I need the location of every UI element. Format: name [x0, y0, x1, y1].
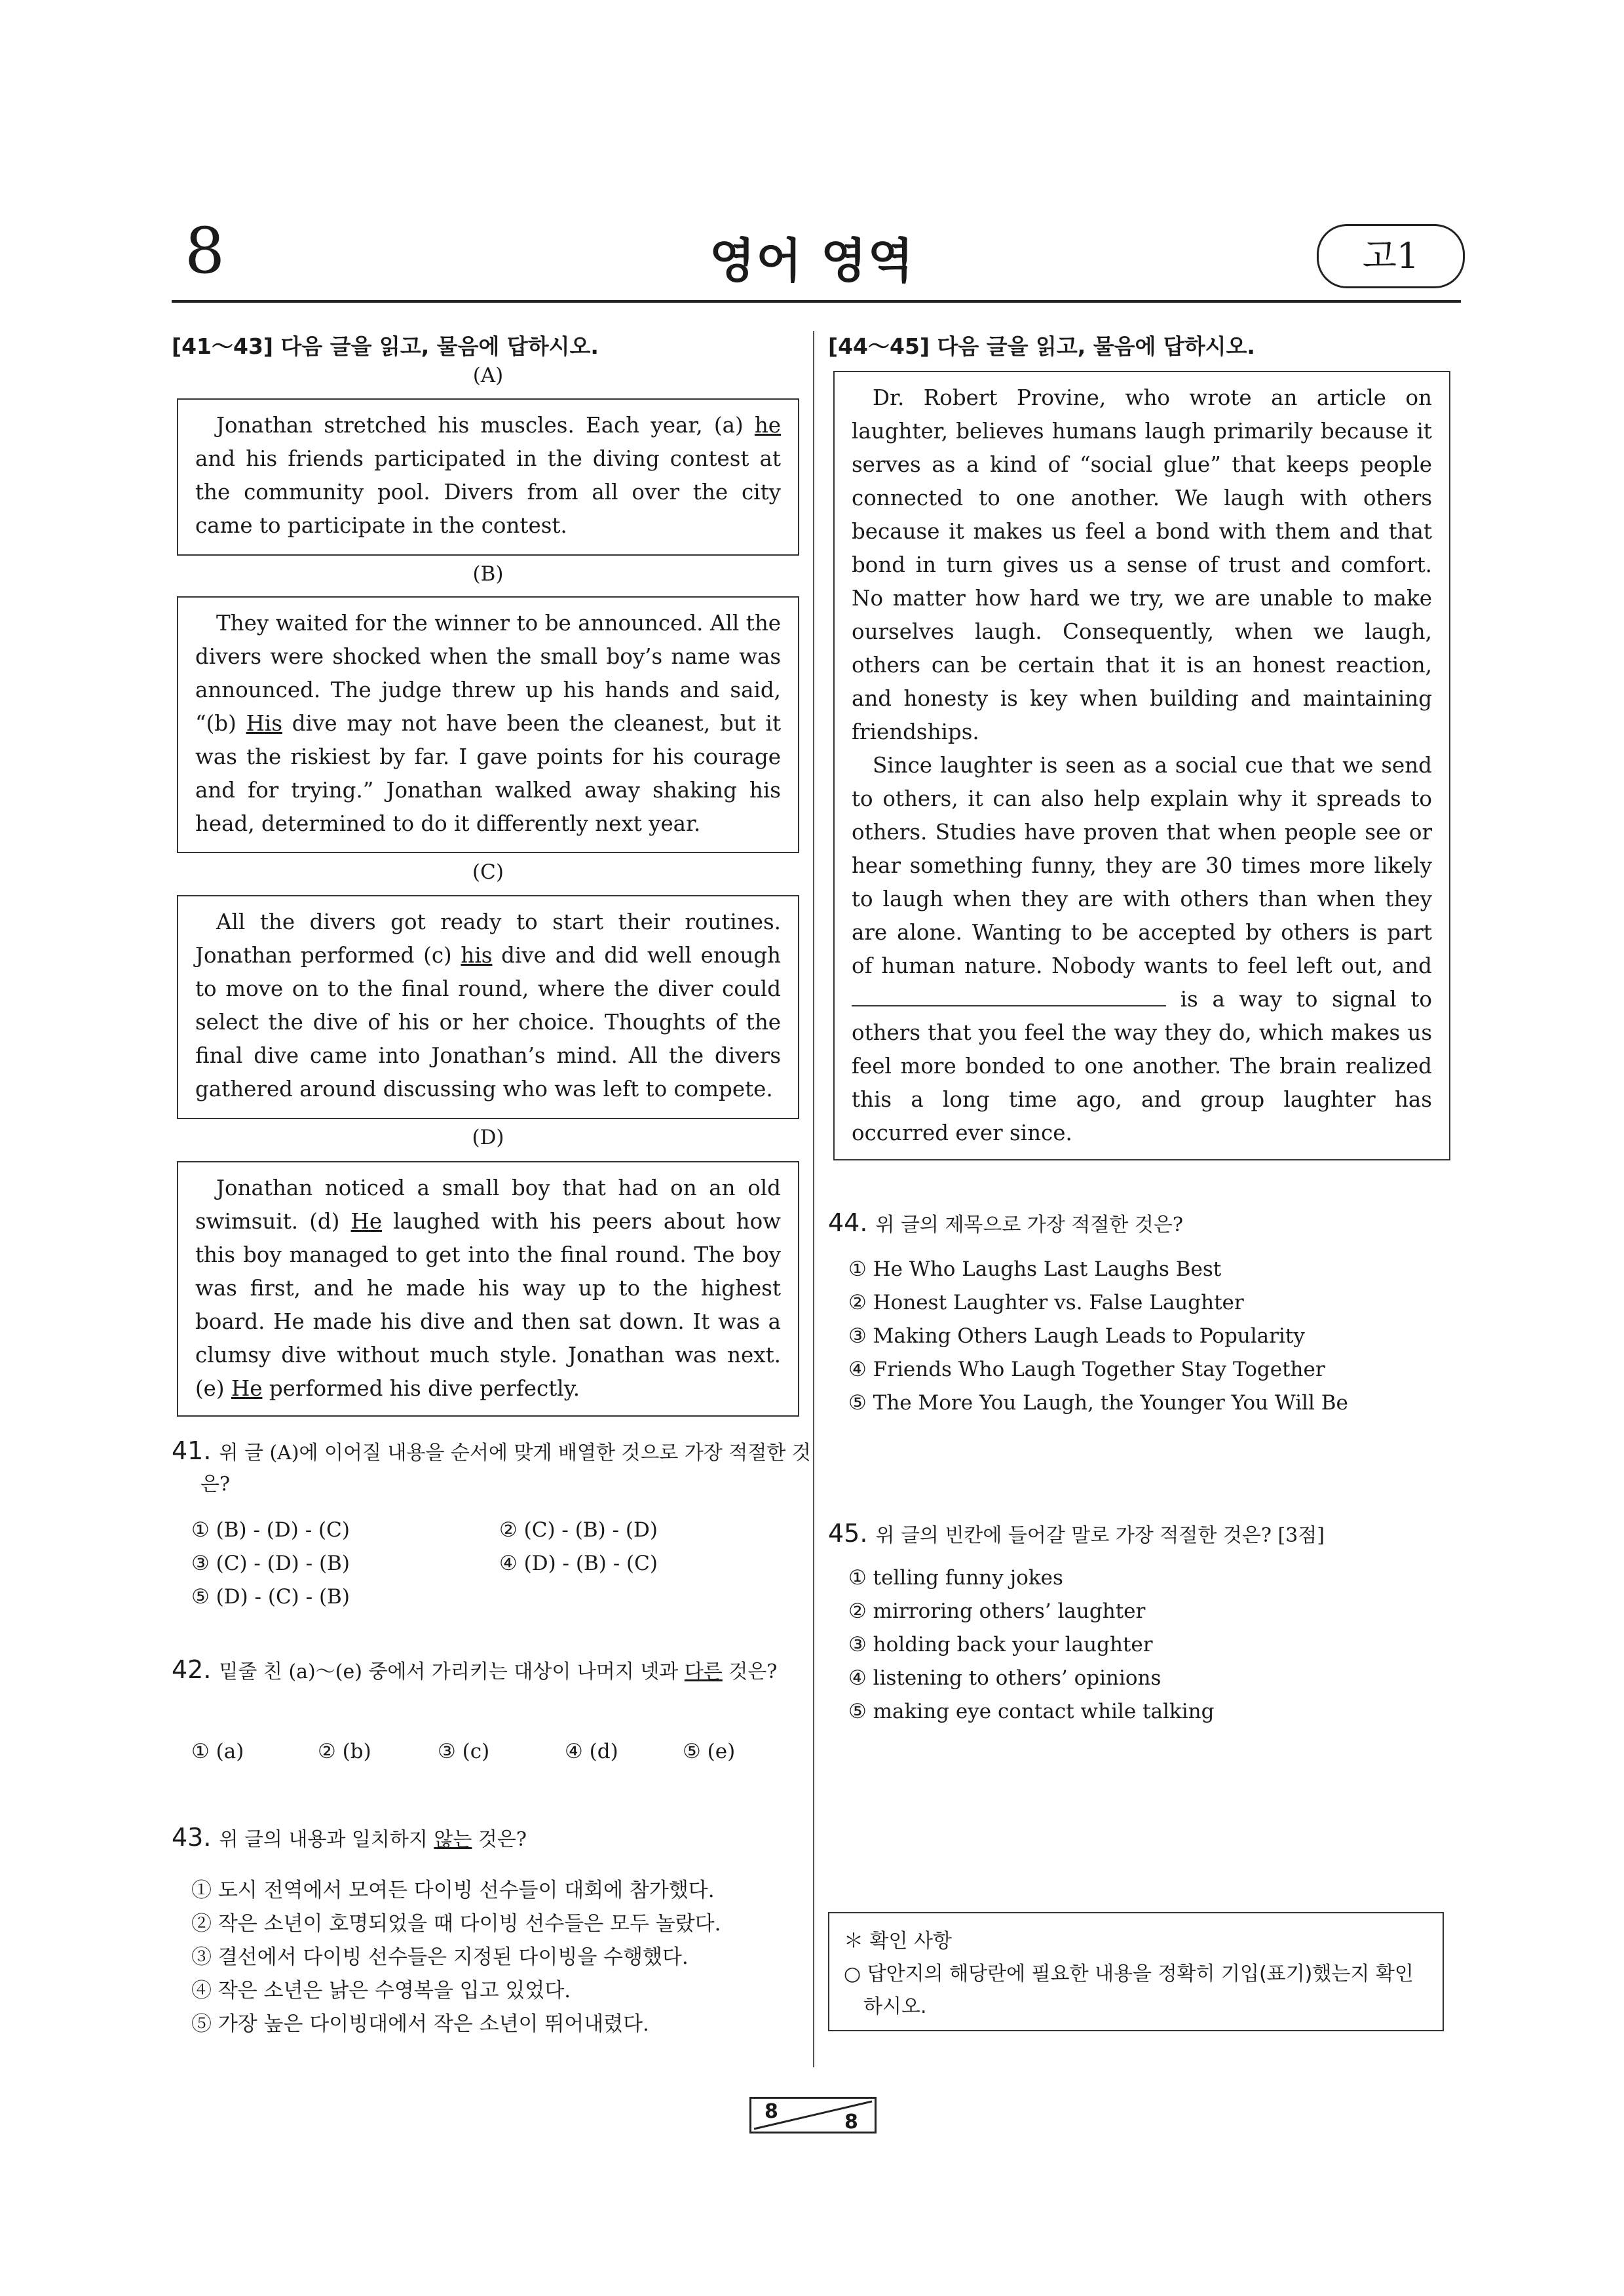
q41-option-2[interactable]: ② (C) - (B) - (D) — [499, 1518, 658, 1542]
passage-d: Jonathan noticed a small boy that had on an old swimsuit. (d) He laughed with his peers about how this boy managed to get into the final round. The boy was first, and he made his way up to the highest board. He made his dive and then sat down. It was a clumsy dive without much style. Jonathan was next. (e) He performed his dive perfectly. — [177, 1161, 799, 1417]
answer-blank — [852, 985, 1166, 1006]
footer-total-pages: 8 — [844, 2111, 858, 2133]
q41-option-3[interactable]: ③ (C) - (D) - (B) — [191, 1552, 350, 1575]
footer-current-page: 8 — [765, 2100, 778, 2123]
check-title: ＊ 확인 사항 — [844, 1930, 952, 1953]
label-c: (C) — [472, 860, 504, 884]
passage-c: All the divers got ready to start their routines. Jonathan performed (c) his dive and did well enough to move on to the final round, where the diver could select the dive of his or her choice. Thoughts of the final dive came into Jonathan’s mind. All the divers gathered around discussing who was left to compete. — [177, 895, 799, 1119]
q45-option-4[interactable]: ④ listening to others’ opinions — [848, 1666, 1161, 1690]
q42-option-5[interactable]: ⑤ (e) — [683, 1740, 736, 1763]
instruction-44-45: [44～45] 다음 글을 읽고, 물음에 답하시오. — [828, 334, 1255, 359]
pronoun-a: he — [754, 413, 781, 438]
q44-option-5[interactable]: ⑤ The More You Laugh, the Younger You Will Be — [848, 1391, 1348, 1415]
passage-a: Jonathan stretched his muscles. Each year, (a) he and his friends participated in the diving contest at the community pool. Divers from all over the city came to participate in the contest. — [177, 398, 799, 556]
q43-option-1[interactable]: ① 도시 전역에서 모여든 다이빙 선수들이 대회에 참가했다. — [191, 1879, 715, 1902]
pronoun-b: His — [246, 711, 282, 736]
grade-badge: 고1 — [1317, 224, 1465, 288]
q43-option-5[interactable]: ⑤ 가장 높은 다이빙대에서 작은 소년이 뛰어내렸다. — [191, 2012, 649, 2036]
pronoun-d: He — [350, 1209, 383, 1234]
q45-option-5[interactable]: ⑤ making eye contact while talking — [848, 1700, 1215, 1723]
column-divider — [813, 331, 814, 2067]
q45-option-1[interactable]: ① telling funny jokes — [848, 1566, 1063, 1590]
q44-option-4[interactable]: ④ Friends Who Laugh Together Stay Together — [848, 1358, 1325, 1381]
q44-option-3[interactable]: ③ Making Others Laugh Leads to Popularity — [848, 1324, 1305, 1348]
pronoun-e: He — [231, 1376, 263, 1401]
question-41: 41. 위 글 (A)에 이어질 내용을 순서에 맞게 배열한 것으로 가장 적절한 것은? — [172, 1436, 811, 1496]
q41-option-1[interactable]: ① (B) - (D) - (C) — [191, 1518, 350, 1542]
check-notice — [828, 1912, 1444, 2031]
q41-option-5[interactable]: ⑤ (D) - (C) - (B) — [191, 1585, 350, 1609]
label-b: (B) — [472, 562, 504, 586]
label-d: (D) — [472, 1126, 504, 1149]
check-text: ○ 답안지의 해당란에 필요한 내용을 정확히 기입(표기)했는지 확인하시오. — [844, 1962, 1414, 2018]
question-44: 44. 위 글의 제목으로 가장 적절한 것은? — [828, 1208, 1183, 1237]
instruction-41-43: [41～43] 다음 글을 읽고, 물음에 답하시오. — [172, 334, 599, 359]
q41-option-4[interactable]: ④ (D) - (B) - (C) — [499, 1552, 658, 1575]
page-number: 8 — [185, 214, 225, 288]
q42-option-2[interactable]: ② (b) — [318, 1740, 371, 1763]
q43-option-2[interactable]: ② 작은 소년이 호명되었을 때 다이빙 선수들은 모두 놀랐다. — [191, 1912, 721, 1936]
pronoun-c: his — [461, 943, 493, 968]
question-45: 45. 위 글의 빈칸에 들어갈 말로 가장 적절한 것은? [3점] — [828, 1519, 1325, 1548]
question-42: 42. 밑줄 친 (a)～(e) 중에서 가리키는 대상이 나머지 넷과 다른 것은? — [172, 1655, 778, 1684]
page-footer — [749, 2097, 877, 2133]
q42-option-4[interactable]: ④ (d) — [565, 1740, 618, 1763]
q42-option-3[interactable]: ③ (c) — [438, 1740, 490, 1763]
q44-option-1[interactable]: ① He Who Laughs Last Laughs Best — [848, 1257, 1222, 1281]
q44-option-2[interactable]: ② Honest Laughter vs. False Laughter — [848, 1291, 1244, 1314]
header-rule — [172, 300, 1461, 303]
question-43: 43. 위 글의 내용과 일치하지 않는 것은? — [172, 1823, 527, 1852]
q43-option-4[interactable]: ④ 작은 소년은 낡은 수영복을 입고 있었다. — [191, 1979, 571, 2002]
label-a: (A) — [472, 364, 504, 387]
q45-option-2[interactable]: ② mirroring others’ laughter — [848, 1599, 1146, 1623]
q43-option-3[interactable]: ③ 결선에서 다이빙 선수들은 지정된 다이빙을 수행했다. — [191, 1945, 689, 1969]
q45-option-3[interactable]: ③ holding back your laughter — [848, 1633, 1153, 1656]
passage-b: They waited for the winner to be announced. All the divers were shocked when the small boy’s name was announced. The judge threw up his hands and said, “(b) His dive may not have been the cleanest, but it was the riskiest by far. I gave points for his courage and for trying.” Jonathan walked away shaking his head, determined to do it differently next year. — [177, 596, 799, 853]
page-title: 영어 영역 — [709, 233, 915, 288]
passage-laughter: Dr. Robert Provine, who wrote an article on laughter, believes humans laugh primarily because it serves as a kind of “social glue” that keeps people connected to one another. We laugh with others because it makes us feel a bond with them and that bond in turn gives us a sense of trust and comfort. No matter how hard we try, we are unable to make ourselves laugh. Consequently, when we laugh, others can be certain that it is an honest reaction, and honesty is key when building and maintaining friendships. Since laughter is seen as a social cue that we send to others, it can also help explain why it spreads to others. Studies have proven that when people see or hear something funny, they are 30 times more likely to laugh when they are with others than when they are alone. Wanting to be accepted by others is part of human nature. Nobody wants to feel left out, and is a way to signal to others that you feel the way they do, which makes us feel more bonded to one another. The brain realized this a long time ago, and group laughter has occurred ever since. — [833, 371, 1450, 1160]
q42-option-1[interactable]: ① (a) — [191, 1740, 244, 1763]
